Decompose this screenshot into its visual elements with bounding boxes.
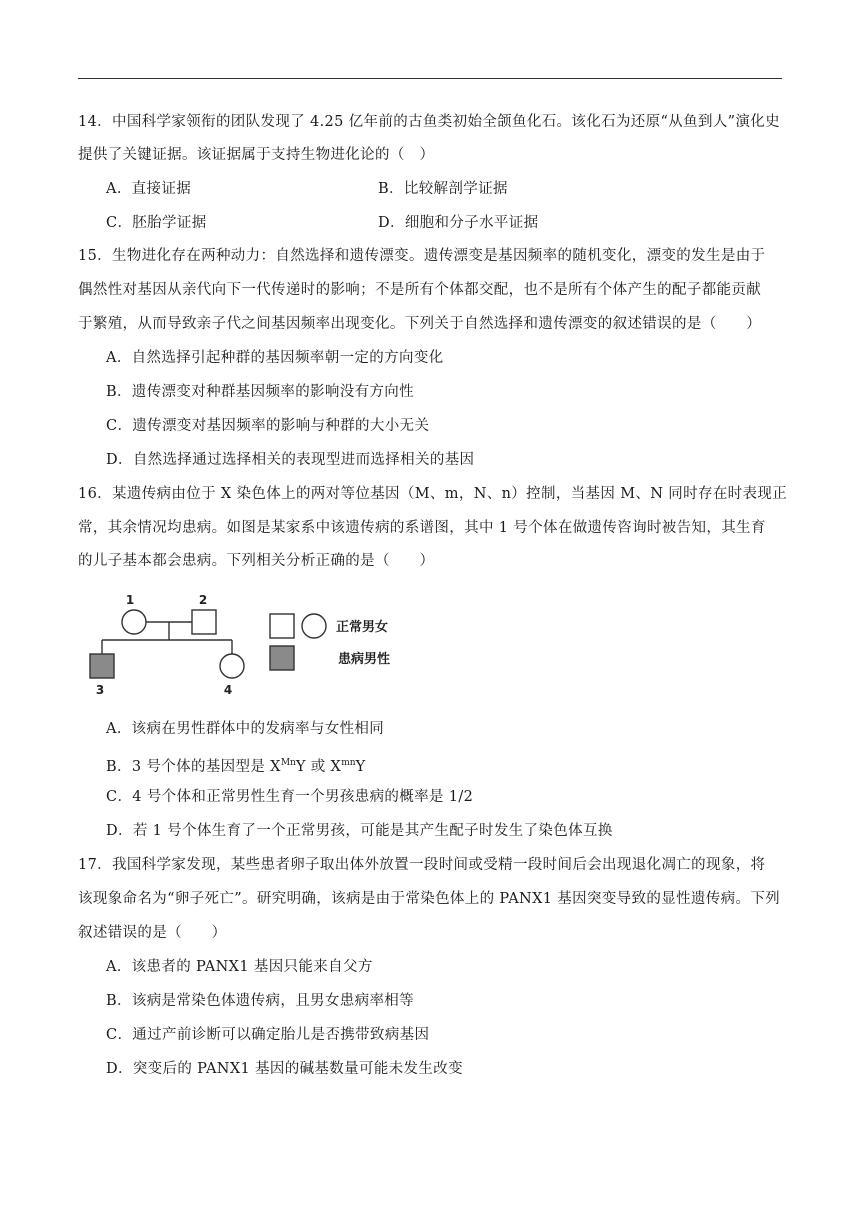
option-c[interactable]: C．通过产前诊断可以确定胎儿是否携带致病基因: [106, 1027, 430, 1043]
option-d[interactable]: D．若 1 号个体生育了一个正常男孩，可能是其产生配子时发生了染色体互换: [106, 823, 613, 839]
question-text: 15．生物进化存在两种动力：自然选择和遗传漂变。遗传漂变是基因频率的随机变化，漂变的发生是由于: [78, 248, 766, 264]
option-a[interactable]: A．直接证据: [106, 181, 192, 197]
option-b[interactable]: B．遗传漂变对种群基因频率的影响没有方向性: [106, 384, 415, 400]
option-d[interactable]: D．突变后的 PANX1 基因的碱基数量可能未发生改变: [106, 1061, 463, 1077]
question-text: 17．我国科学家发现，某些患者卵子取出体外放置一段时间或受精一段时间后会出现退化凋亡的现象，将: [78, 857, 766, 873]
individual-2-male: [192, 610, 216, 634]
individual-1-female: [122, 610, 146, 634]
option-c[interactable]: C．4 号个体和正常男性生育一个男孩患病的概率是 1/2: [106, 789, 474, 805]
option-d[interactable]: D．细胞和分子水平证据: [378, 215, 539, 231]
legend-affected-male-symbol: [270, 646, 294, 670]
label-2: 2: [198, 593, 208, 607]
individual-4-female: [220, 654, 244, 678]
option-a[interactable]: A．该患者的 PANX1 基因只能来自父方: [106, 959, 373, 975]
legend-affected-label: 患病男性: [338, 652, 391, 667]
legend-normal-label: 正常男女: [336, 620, 389, 635]
superscript: Mn: [280, 758, 296, 768]
question-text: 于繁殖，从而导致亲子代之间基因频率出现变化。下列关于自然选择和遗传漂变的叙述错误的是（ ）: [78, 316, 762, 332]
question-text: 叙述错误的是（ ）: [78, 925, 227, 941]
option-b-text: Y: [355, 759, 366, 775]
question-text: 常，其余情况均患病。如图是某家系中该遗传病的系谱图，其中 1 号个体在做遗传咨询时被告知，其生育: [78, 520, 766, 536]
question-text: 提供了关键证据。该证据属于支持生物进化论的（ ）: [78, 147, 435, 163]
option-b-text: B．3 号个体的基因型是 X: [106, 759, 281, 775]
option-b[interactable]: [106, 753, 366, 777]
individual-3-affected-male: [90, 654, 114, 678]
label-3: 3: [95, 683, 105, 697]
question-text: 该现象命名为“卵子死亡”。研究明确，该病是由于常染色体上的 PANX1 基因突变导致的显性遗传病。下列: [78, 891, 781, 907]
superscript: mn: [341, 758, 356, 768]
option-a[interactable]: A．自然选择引起种群的基因频率朝一定的方向变化: [106, 350, 444, 366]
question-text: 16．某遗传病由位于 X 染色体上的两对等位基因（M、m，N、n）控制，当基因 M、N 同时存在时表现正: [78, 486, 788, 502]
question-text: 的儿子基本都会患病。下列相关分析正确的是（ ）: [78, 553, 435, 569]
pedigree-chart: [82, 588, 412, 700]
legend-normal-male-symbol: [270, 614, 294, 638]
question-text: 偶然性对基因从亲代向下一代传递时的影响；不是所有个体都交配，也不是所有个体产生的配子都能贡献: [78, 282, 762, 298]
option-a[interactable]: A．该病在男性群体中的发病率与女性相同: [106, 721, 385, 737]
option-c[interactable]: C．遗传漂变对基因频率的影响与种群的大小无关: [106, 418, 430, 434]
option-b[interactable]: B．该病是常染色体遗传病，且男女患病率相等: [106, 993, 415, 1009]
label-1: 1: [125, 593, 135, 607]
question-text: 14．中国科学家领衔的团队发现了 4.25 亿年前的古鱼类初始全颌鱼化石。该化石为还原“从鱼到人”演化史: [78, 114, 780, 130]
option-b-text: Y 或 X: [295, 759, 342, 775]
option-d[interactable]: D．自然选择通过选择相关的表现型进而选择相关的基因: [106, 452, 475, 468]
option-b[interactable]: B．比较解剖学证据: [378, 181, 508, 197]
header-rule: [78, 78, 782, 79]
legend-normal-female-symbol: [302, 614, 326, 638]
option-c[interactable]: C．胚胎学证据: [106, 215, 207, 231]
label-4: 4: [223, 683, 233, 697]
